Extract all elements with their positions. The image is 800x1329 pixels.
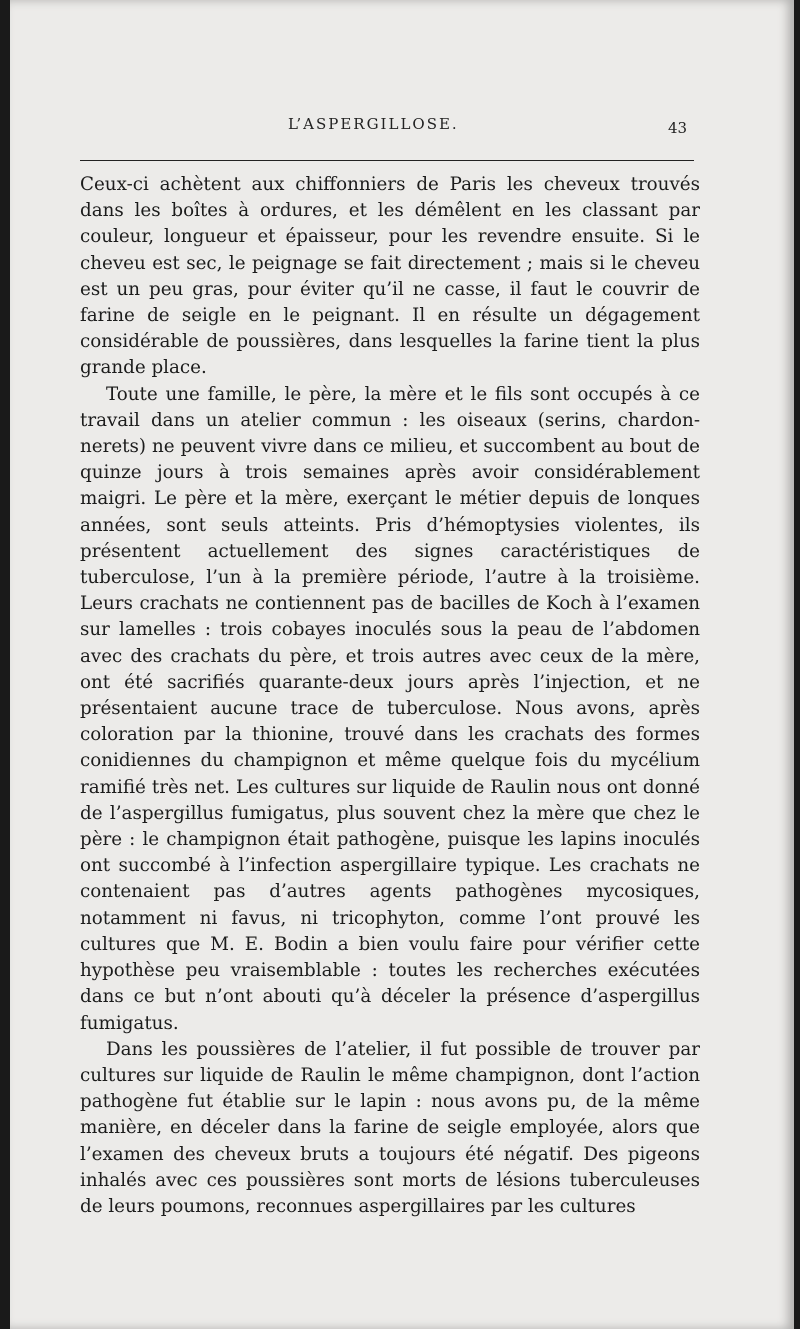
page-number: 43 xyxy=(668,119,688,137)
running-title: L’ASPERGILLOSE. xyxy=(288,115,459,133)
paragraph-1: Ceux-ci achètent aux chiffonniers de Paris les cheveux trouvés dans les boîtes à ordures, et les démêlent en les classant par couleur, longueur et épaisseur, pour les revendre ensuite. Si le cheveu est sec, le peignage se fait directement ; mais si le cheveu est un peu gras, pour éviter qu’il ne casse, il faut le couvrir de farine de seigle en le peignant. Il en résulte un dégagement considérable de poussières, dans lesquelles la farine tient la plus grande place. xyxy=(80,174,700,379)
header-rule xyxy=(80,160,694,161)
paragraph-3: Dans les poussières de l’atelier, il fut possible de trouver par cultures sur liquide de Raulin le même champignon, dont l’action pathogène fut établie sur le lapin : nous avons pu, de la même manière, en déceler dans la farine de seigle employée, alors que l’examen des cheveux bruts a toujours été négatif. Des pigeons inhalés avec ces poussières sont morts de lésions tuberculeuses de leurs poumons, reconnues aspergillaires par les cultures xyxy=(80,1038,700,1217)
paragraph-2: Toute une famille, le père, la mère et le fils sont occupés à ce travail dans un atelier commun : les oiseaux (serins, chardonnerets) ne peuvent vivre dans ce milieu, et succombent au bout de quinze jours à trois semaines après avoir considérablement maigri. Le père et la mère, exerçant le métier depuis de lonques années, sont seuls atteints. Pris d’hémoptysies violentes, ils présentent actuellement des signes caractéristiques de tuberculose, l’un à la première période, l’autre à la troisième. Leurs crachats ne contiennent pas de bacilles de Koch à l’examen sur lamelles : trois cobayes inoculés sous la peau de l’abdomen avec des crachats du père, et trois autres avec ceux de la mère, ont été sacrifiés quarante-deux jours après l’injection, et ne présentaient aucune trace de tuberculose. Nous avons, après coloration par la thionine, trouvé dans les crachats des formes conidiennes du champignon et même quelque fois du mycélium ramifié très net. Les cultures sur liquide de Raulin nous ont donné de l’aspergillus fumigatus, plus souvent chez la mère que chez le père : le champignon était pathogène, puisque les lapins inoculés ont succombé à l’infection aspergillaire typique. Les crachats ne contenaient pas d’autres agents pathogènes mycosiques, notamment ni favus, ni tricophyton, comme l’ont prouvé les cultures que M. E. Bodin a bien voulu faire pour vérifier cette hypothèse peu vraisemblable : toutes les recherches exécutées dans ce but n’ont abouti qu’à déceler la présence d’aspergillus fumigatus. xyxy=(80,383,700,1034)
book-page xyxy=(10,0,794,1329)
body-text xyxy=(80,172,700,1220)
